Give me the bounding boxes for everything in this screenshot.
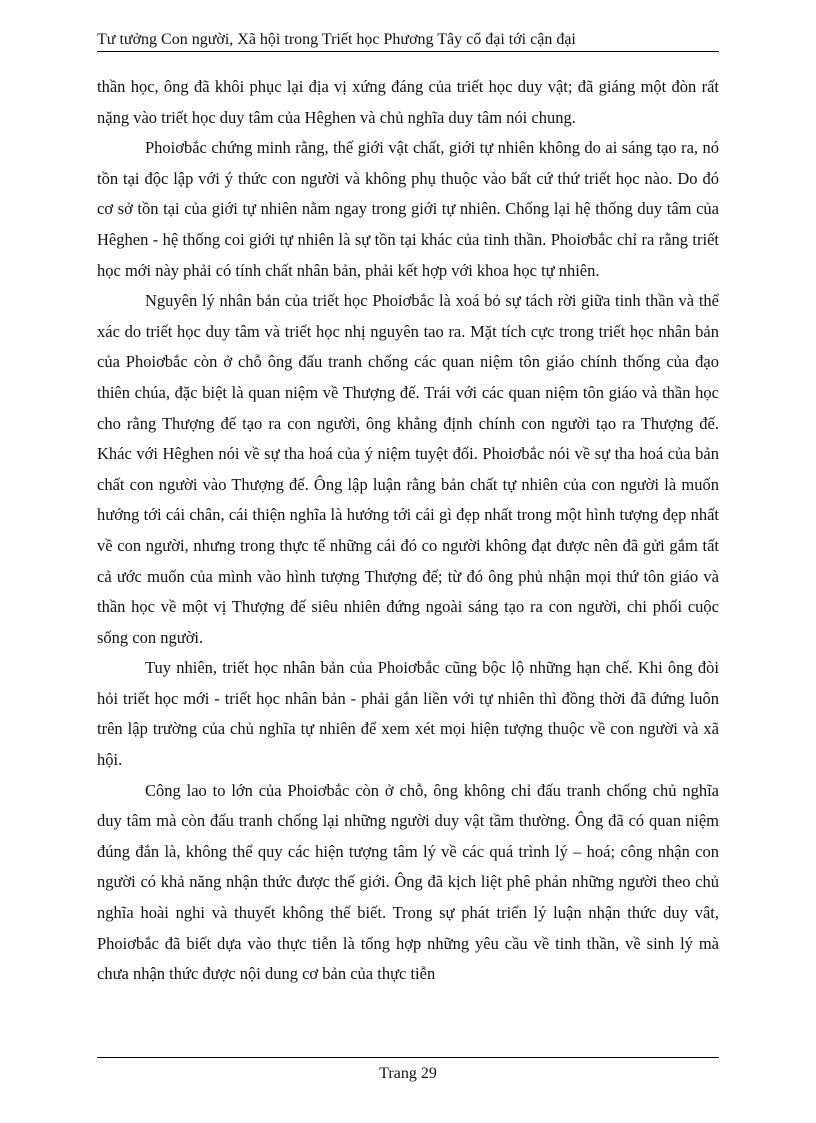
page-number: Trang 29: [379, 1065, 437, 1082]
paragraph-5: Công lao to lớn của Phoiơbắc còn ở chỗ, ông không chỉ đấu tranh chống chủ nghĩa duy tâm mà còn đấu tranh chống lại những người duy vật tầm thường. Ông đã có quan niệm đúng đắn là, không thể quy các hiện tượng tâm lý về các quá trình lý – hoá; công nhận con người có khả năng nhận thức được thế giới. Ông đã kịch liệt phê phán những người theo chủ nghĩa hoài nghi và thuyết không thể biết. Trong sự phát triển lý luận nhận thức duy vât, Phoiơbắc đã biết dựa vào thực tiễn là tổng hợp những yêu cầu về tinh thần, về sinh lý mà chưa nhận thức được nội dung cơ bản của thực tiễn: [97, 780, 719, 984]
footer-divider: [97, 1057, 719, 1058]
paragraph-3: Nguyên lý nhân bản của triết học Phoiơbắc là xoá bỏ sự tách rời giữa tinh thần và thể xác do triết học duy tâm và triết học nhị nguyên tao ra. Mặt tích cực trong triết học nhân bản của Phoiơbắc còn ở chỗ ông đấu tranh chống các quan niệm tôn giáo chính thống của đạo thiên chúa, đặc biệt là quan niệm về Thượng đế. Trái với các quan niệm tôn giáo và thần học cho rằng Thượng đế tạo ra con người, ông khẳng định chính con người tạo ra Thượng đế. Khác với Hêghen nói về sự tha hoá của ý niệm tuyệt đối. Phoiơbắc nói về sự tha hoá của bản chất con người vào Thượng đế. Ông lập luận rằng bản chất tự nhiên của con người là muốn hướng tới cái chân, cái thiện nghĩa là hướng tới cái gì đẹp nhất trong một hình tượng đẹp nhất về con người, nhưng trong thực tế những cái đó co người không đạt được nên đã gửi gắm tất cả ước muốn của mình vào hình tượng Thượng đế; từ đó ông phủ nhận mọi thứ tôn giáo và thần học về một vị Thượng đế siêu nhiên đứng ngoài sáng tạo ra con người, chi phối cuộc sống con người.: [97, 291, 719, 647]
paragraph-1: thần học, ông đã khôi phục lại địa vị xứng đáng của triết học duy vật; đã giáng một đòn rất nặng vào triết học duy tâm của Hêghen và chủ nghĩa duy tâm nói chung.: [97, 77, 719, 127]
paragraph-2: Phoiơbắc chứng minh rằng, thế giới vật chất, giới tự nhiên không do ai sáng tạo ra, nó tồn tại độc lập với ý thức con người và không phụ thuộc vào bất cứ thứ triết học nào. Do đó cơ sở tồn tại của giới tự nhiên nằm ngay trong giới tự nhiên. Chống lại hệ thống duy tâm của Hêghen - hệ thống coi giới tự nhiên là sự tồn tại khác của tinh thần. Phoiơbắc chỉ ra rằng triết học mới này phải có tính chất nhân bản, phải kết hợp với khoa học tự nhiên.: [97, 138, 719, 280]
running-header: [97, 30, 719, 52]
header-title: Tư tưởng Con người, Xã hội trong Triết học Phương Tây cổ đại tới cận đại: [97, 31, 576, 48]
paragraph-4: Tuy nhiên, triết học nhân bản của Phoiơbắc cũng bộc lộ những hạn chế. Khi ông đòi hỏi triết học mới - triết học nhân bản - phải gắn liền với tự nhiên thì đồng thời đã đứng luôn trên lập trường của chủ nghĩa tự nhiên để xem xét mọi hiện tượng thuộc về con người và xã hội.: [97, 658, 719, 770]
page-body: [97, 72, 719, 990]
